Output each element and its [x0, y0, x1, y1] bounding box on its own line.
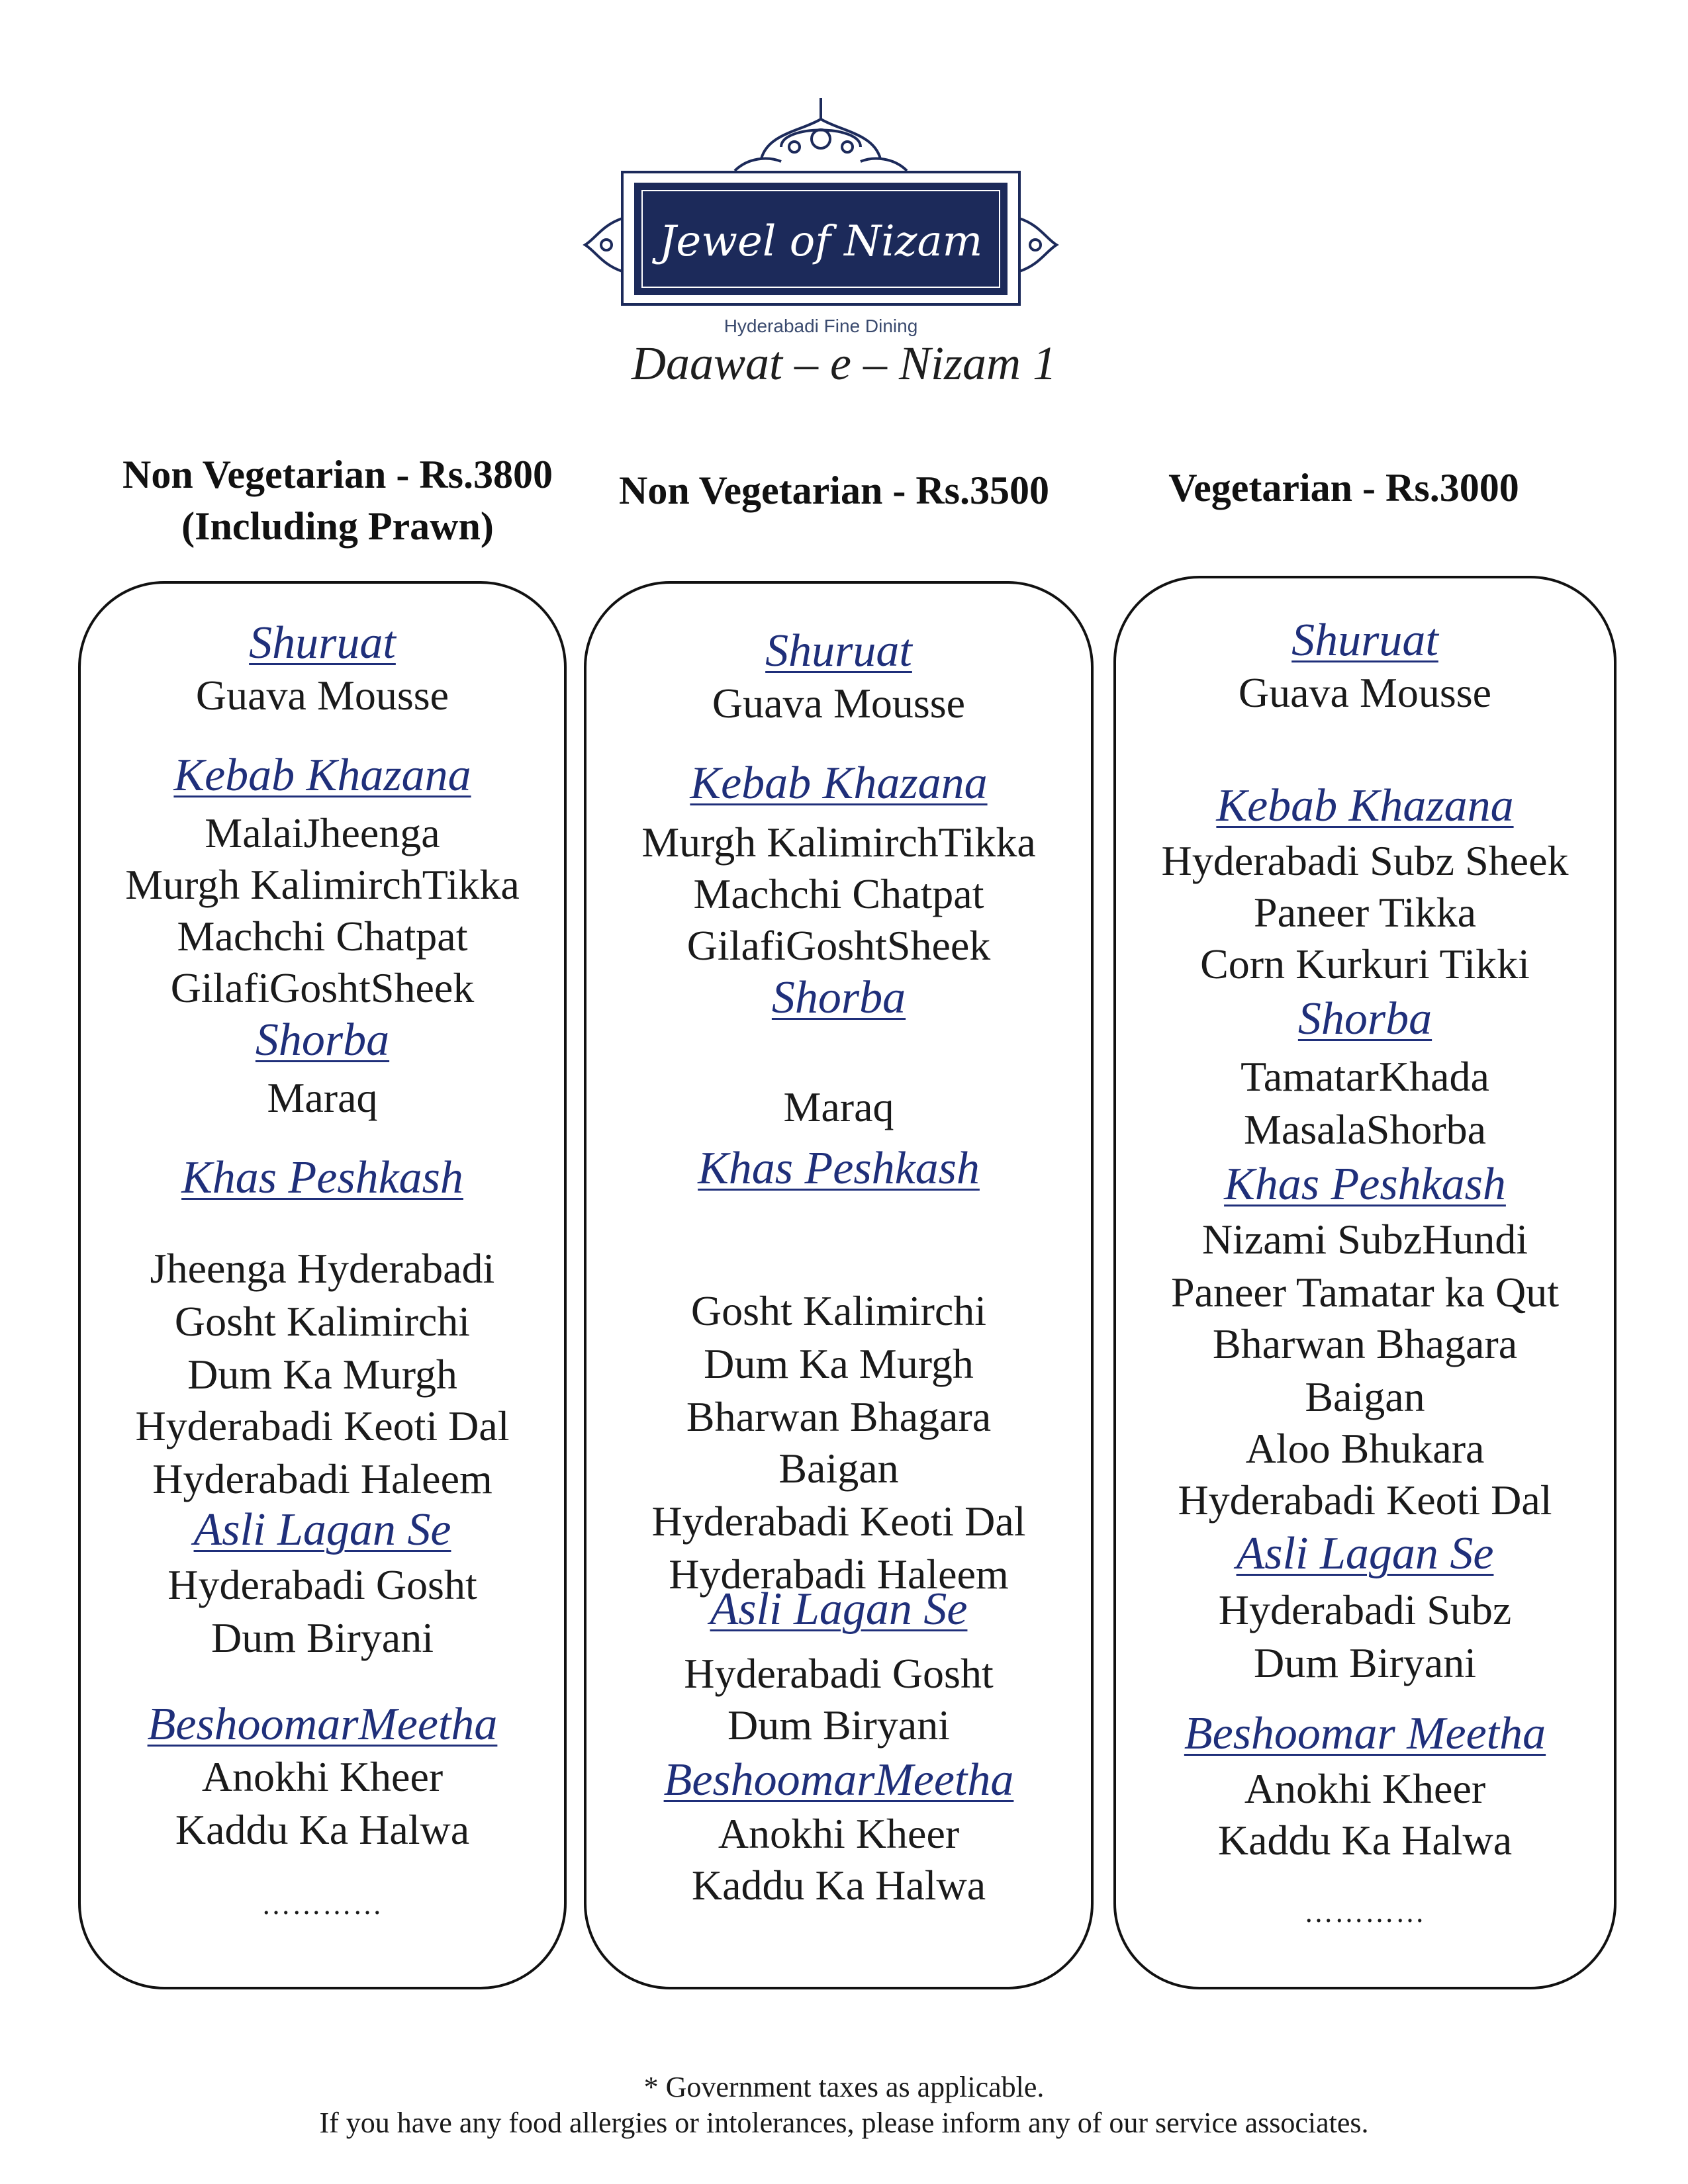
dish-name: Hyderabadi Keoti Dal [135, 1402, 510, 1449]
heading-line: Vegetarian - Rs.3000 [1168, 466, 1519, 510]
dish-name: TamatarKhada [1241, 1053, 1489, 1100]
section-heading: Shorba [1297, 993, 1432, 1044]
dish-name: Hyderabadi Keoti Dal [651, 1498, 1026, 1545]
dish-name: Hyderabadi Subz Sheek [1161, 837, 1569, 884]
section-heading: Khas Peshkash [181, 1152, 463, 1203]
section-heading: Shuruat [249, 617, 396, 668]
dish-name: Hyderabadi Haleem [669, 1551, 1009, 1598]
dish-name: Aloo Bhukara [1245, 1425, 1485, 1472]
dish-name: Anokhi Kheer [1244, 1765, 1486, 1812]
section-heading: Beshoomar Meetha [1184, 1708, 1546, 1759]
dish-name: Dum Biryani [727, 1702, 950, 1749]
section-heading: BeshoomarMeetha [663, 1754, 1014, 1805]
section-heading: Kebab Khazana [1216, 780, 1514, 831]
dish-name: Machchi Chatpat [693, 870, 984, 917]
dotted-divider: ………… [261, 1888, 383, 1921]
section-heading: Shorba [255, 1015, 390, 1066]
jewel-of-nizam-logo [583, 93, 1059, 338]
heading-line: Non Vegetarian - Rs.3800 [122, 453, 553, 496]
dish-name: Kaddu Ka Halwa [691, 1862, 986, 1909]
dish-name: Hyderabadi Gosht [684, 1650, 994, 1697]
dish-name: Kaddu Ka Halwa [1217, 1817, 1513, 1864]
section-heading: Khas Peshkash [1224, 1159, 1506, 1210]
dish-name: Hyderabadi Gosht [167, 1561, 477, 1608]
dish-name: Maraq [783, 1083, 894, 1130]
dish-name: Gosht Kalimirchi [690, 1287, 987, 1334]
dish-name: Dum Biryani [1254, 1639, 1476, 1686]
menu-title: Daawat – e – Nizam 1 [631, 337, 1057, 390]
dish-name: Machchi Chatpat [177, 913, 468, 960]
column-heading-vegetarian-3000 [1086, 462, 1602, 514]
logo-wordmark: Jewel of Nizam [659, 217, 983, 266]
section-heading: Asli Lagan Se [193, 1504, 451, 1555]
logo-tagline: Hyderabadi Fine Dining [724, 316, 918, 336]
section-heading: Asli Lagan Se [1236, 1528, 1494, 1579]
dish-name: MasalaShorba [1243, 1106, 1487, 1153]
dish-name: Bharwan Bhagara [686, 1393, 992, 1440]
section-heading: Shuruat [765, 625, 912, 676]
dish-name: Anokhi Kheer [201, 1753, 444, 1800]
section-heading: Shorba [771, 972, 906, 1023]
allergy-note: If you have any food allergies or intolerances, please inform any of our service associates. [319, 2107, 1369, 2139]
column-heading-non-veg-3800 [46, 449, 629, 552]
dish-name: Dum Ka Murgh [187, 1351, 457, 1398]
dish-name: Bharwan Bhagara [1212, 1320, 1518, 1367]
dish-name: Nizami SubzHundi [1201, 1216, 1528, 1263]
section-heading: Kebab Khazana [690, 758, 988, 809]
tax-note: * Government taxes as applicable. [643, 2071, 1045, 2103]
dish-name: Paneer Tamatar ka Qut [1170, 1269, 1560, 1316]
dish-name: Anokhi Kheer [718, 1810, 960, 1857]
dish-name: Guava Mousse [195, 672, 449, 719]
dish-name: Paneer Tikka [1254, 889, 1476, 936]
section-heading: BeshoomarMeetha [147, 1699, 498, 1750]
dotted-divider: ………… [1304, 1896, 1426, 1929]
section-heading: Khas Peshkash [698, 1143, 980, 1194]
dish-name: Hyderabadi Subz [1218, 1586, 1512, 1633]
dish-name: Corn Kurkuri Tikki [1200, 940, 1530, 987]
dish-name: Guava Mousse [712, 680, 966, 727]
dish-name: Kaddu Ka Halwa [175, 1806, 470, 1853]
dish-name: Gosht Kalimirchi [174, 1298, 471, 1345]
section-heading: Shuruat [1291, 615, 1438, 666]
dish-name: Guava Mousse [1238, 669, 1492, 716]
section-heading: Asli Lagan Se [710, 1584, 968, 1635]
dish-name: Baigan [778, 1445, 899, 1492]
dish-name: Murgh KalimirchTikka [641, 819, 1036, 866]
dish-name: Hyderabadi Keoti Dal [1178, 1477, 1552, 1524]
dish-name: Maraq [267, 1074, 378, 1121]
dish-name: Murgh KalimirchTikka [125, 861, 520, 908]
dish-name: MalaiJheenga [205, 809, 440, 856]
dish-name: Dum Biryani [211, 1614, 434, 1661]
dish-name: Dum Ka Murgh [704, 1340, 974, 1387]
heading-line: (Including Prawn) [181, 504, 494, 548]
column-heading-non-veg-3500 [569, 465, 1099, 516]
section-heading: Kebab Khazana [173, 750, 471, 801]
dish-name: Hyderabadi Haleem [152, 1455, 492, 1502]
dish-name: Jheenga Hyderabadi [150, 1245, 495, 1292]
heading-line: Non Vegetarian - Rs.3500 [618, 469, 1049, 512]
dish-name: Baigan [1305, 1373, 1425, 1420]
dish-name: GilafiGoshtSheek [686, 922, 991, 969]
dish-name: GilafiGoshtSheek [170, 964, 475, 1011]
